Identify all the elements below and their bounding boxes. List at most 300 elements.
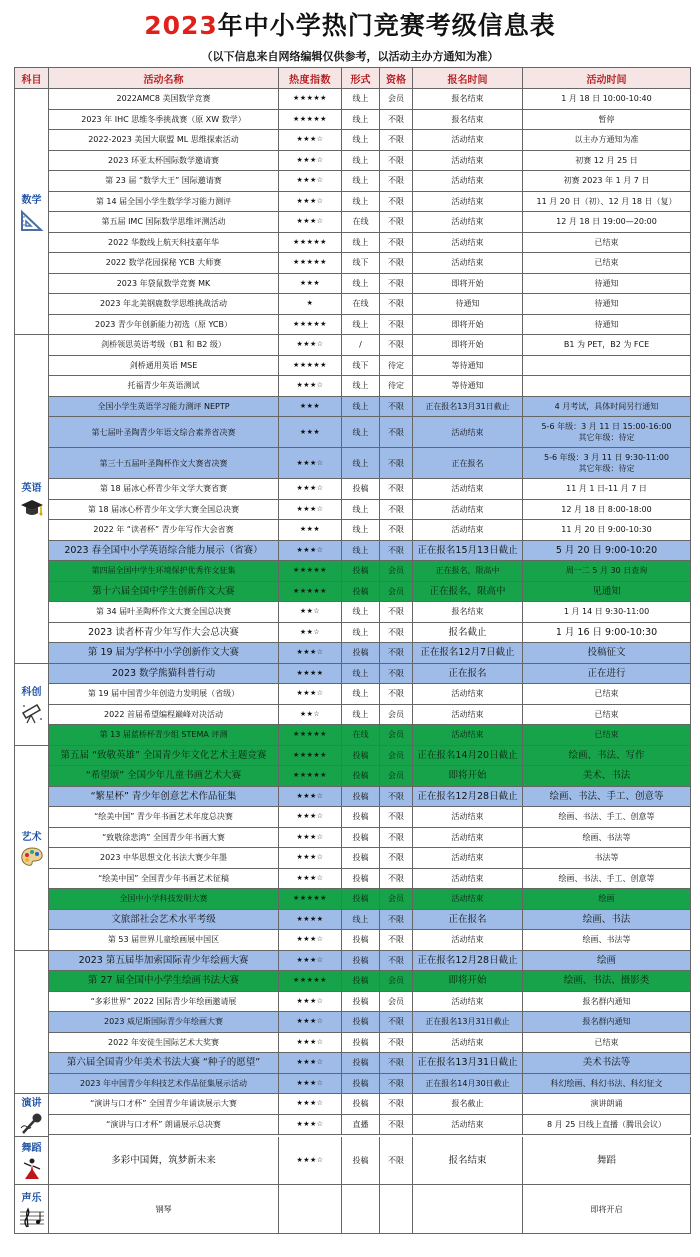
activity-time (523, 448, 691, 479)
table-row (49, 1137, 691, 1185)
qualification: 不限 (380, 1053, 413, 1074)
registration-status: 报名结束 (413, 602, 523, 623)
heat-rating: ★ (279, 294, 342, 315)
heat-rating: ★★★☆ (279, 335, 342, 356)
activity-time (523, 520, 691, 541)
activity-time (523, 725, 691, 746)
registration-status: 正在报名13月31日截止 (413, 397, 523, 418)
registration-status: 活动结束 (413, 417, 523, 448)
activity-time (523, 746, 691, 767)
registration-status: 活动结束 (413, 889, 523, 910)
activity-time-line: 1 月 14 日 9:30-11:00 (563, 607, 650, 617)
activity-form: 线下 (342, 253, 380, 274)
qualification: 会员 (380, 992, 413, 1013)
activity-time (523, 848, 691, 869)
activity-time-line: 绘画、书法、手工、创意等 (558, 873, 655, 883)
activity-form: 投稿 (342, 951, 380, 972)
table-row (49, 520, 691, 541)
activity-name: 2023 环亚太杯国际数学邀请赛 (49, 151, 279, 172)
activity-form: 线上 (342, 602, 380, 623)
category-label: 英语 (21, 482, 42, 494)
activity-form: 投稿 (342, 582, 380, 603)
activity-time (523, 869, 691, 890)
activity-name: 2023 青少年创新能力初选（原 YCB） (49, 315, 279, 336)
registration-status: 正在报名13月31日截止 (413, 1053, 523, 1074)
registration-status: 活动结束 (413, 192, 523, 213)
category-group-science (15, 664, 691, 746)
activity-form: 线上 (342, 274, 380, 295)
heat-rating: ★★★☆ (279, 1033, 342, 1054)
activity-time (523, 479, 691, 500)
registration-status: 报名截止 (413, 1094, 523, 1115)
registration-status: 活动结束 (413, 233, 523, 254)
activity-form: 线上 (342, 376, 380, 397)
activity-time-line: 报名群内通知 (582, 996, 631, 1006)
qualification: 不限 (380, 1033, 413, 1054)
qualification: 会员 (380, 889, 413, 910)
table-row (49, 930, 691, 951)
heat-rating: ★★★★ (279, 664, 342, 685)
activity-time-line: 舞蹈 (596, 1155, 616, 1166)
activity-time (523, 910, 691, 931)
activity-time-line: 绘画、书法等 (582, 832, 631, 842)
activity-form: 投稿 (342, 828, 380, 849)
activity-time-line: 绘画、书法等 (582, 935, 631, 945)
registration-status: 活动结束 (413, 848, 523, 869)
activity-time (523, 89, 691, 110)
qualification: 不限 (380, 1115, 413, 1136)
activity-form: 投稿 (342, 479, 380, 500)
table-row (49, 294, 691, 315)
activity-form: 线上 (342, 541, 380, 562)
qualification: 会员 (380, 561, 413, 582)
activity-form: 投稿 (342, 746, 380, 767)
activity-name: 2023 读者杯青少年写作大会总决赛 (49, 623, 279, 644)
registration-status: 活动结束 (413, 725, 523, 746)
heat-rating: ★★★☆ (279, 1137, 342, 1185)
activity-name: 第 14 届全国小学生数学学习能力测评 (49, 192, 279, 213)
table-row (49, 992, 691, 1013)
activity-time-line: 美术书法等 (582, 1057, 631, 1069)
heat-rating: ★★★☆ (279, 448, 342, 479)
activity-time-line: 5-6 年级：3 月 11 日 9:30-11:00 (544, 453, 669, 462)
category-cell (15, 664, 49, 746)
activity-time-line: 科幻绘画、科幻书法、科幻征文 (550, 1078, 663, 1088)
qualification: 不限 (380, 397, 413, 418)
activity-time (523, 602, 691, 623)
activity-name: “绘美中国” 全国青少年书画艺术征稿 (49, 869, 279, 890)
activity-time-line: 其它年级：待定 (578, 433, 635, 442)
heat-rating: ★★★★★ (279, 233, 342, 254)
activity-form: 投稿 (342, 1012, 380, 1033)
activity-time-line: 已结束 (594, 730, 619, 740)
header-heat: 热度指数 (279, 68, 342, 89)
registration-status (413, 1185, 523, 1234)
heat-rating: ★★★★★ (279, 561, 342, 582)
table-row (49, 274, 691, 295)
activity-form: 投稿 (342, 561, 380, 582)
activity-form: 线上 (342, 89, 380, 110)
heat-rating: ★★★★★ (279, 89, 342, 110)
page-title: 2023年中小学热门竞赛考级信息表 (144, 11, 556, 40)
header-qual: 资格 (380, 68, 413, 89)
activity-name: 2023 威尼斯国际青少年绘画大赛 (49, 1012, 279, 1033)
registration-status: 活动结束 (413, 869, 523, 890)
heat-rating: ★★★☆ (279, 869, 342, 890)
table-row (49, 848, 691, 869)
table-row (49, 889, 691, 910)
activity-form: 线上 (342, 130, 380, 151)
activity-name: 第五届 “致敬英雄” 全国青少年文化艺术主题竞赛 (49, 746, 279, 767)
activity-form: 投稿 (342, 930, 380, 951)
activity-time-line: 待通知 (594, 319, 619, 329)
qualification: 不限 (380, 520, 413, 541)
table-row (49, 397, 691, 418)
table-row (49, 643, 691, 664)
category-group-art (15, 746, 691, 951)
registration-status: 报名结束 (413, 110, 523, 131)
table-row (49, 561, 691, 582)
heat-rating: ★★★☆ (279, 930, 342, 951)
activity-time-line: 绘画、书法、手工、创意等 (549, 790, 664, 802)
activity-form: 投稿 (342, 787, 380, 808)
activity-name: “致敬徐悲鸿” 全国青少年书画大赛 (49, 828, 279, 849)
activity-time-line: 投稿征文 (587, 647, 626, 659)
heat-rating: ★★★☆ (279, 192, 342, 213)
header-category: 科目 (15, 68, 49, 89)
activity-time-line: 初赛 12 月 25 日 (575, 155, 638, 165)
activity-name: 2023 年北美钢鹿数学思维挑战活动 (49, 294, 279, 315)
table-row (49, 212, 691, 233)
activity-time (523, 233, 691, 254)
activity-form: 线上 (342, 448, 380, 479)
registration-status: 活动结束 (413, 705, 523, 726)
activity-time (523, 253, 691, 274)
category-group-art2 (15, 951, 691, 1095)
activity-time (523, 335, 691, 356)
activity-time (523, 992, 691, 1013)
heat-rating: ★★★☆ (279, 479, 342, 500)
activity-time-line: 绘画、书法、手工、创意等 (558, 812, 655, 822)
heat-rating: ★★★☆ (279, 992, 342, 1013)
table-row (49, 951, 691, 972)
activity-form: 投稿 (342, 1137, 380, 1185)
activity-form: 投稿 (342, 1094, 380, 1115)
activity-time (523, 828, 691, 849)
activity-form: 投稿 (342, 889, 380, 910)
registration-status: 即将开始 (413, 315, 523, 336)
heat-rating: ★★★ (279, 274, 342, 295)
registration-status: 活动结束 (413, 253, 523, 274)
heat-rating: ★★★☆ (279, 541, 342, 562)
table-row (49, 705, 691, 726)
table-row (49, 828, 691, 849)
table-row (49, 356, 691, 377)
activity-time (523, 274, 691, 295)
activity-form: 线上 (342, 664, 380, 685)
table-row (49, 89, 691, 110)
heat-rating: ★★★☆ (279, 130, 342, 151)
heat-rating: ★★★☆ (279, 1074, 342, 1095)
activity-name: 第七届叶圣陶青少年语文综合素养省决赛 (49, 417, 279, 448)
heat-rating: ★★★★★ (279, 253, 342, 274)
activity-time-line: 5-6 年级：3 月 11 日 15:00-16:00 (541, 422, 672, 431)
activity-name: 2022 首届希望编程巅峰对决活动 (49, 705, 279, 726)
activity-name: 第 34 届叶圣陶杯作文大赛全国总决赛 (49, 602, 279, 623)
header-time: 活动时间 (523, 68, 691, 89)
table-row (49, 479, 691, 500)
activity-time-line: 1 月 16 日 9:00-10:30 (555, 626, 658, 638)
activity-form: 在线 (342, 294, 380, 315)
page-subtitle: （以下信息来自网络编辑仅供参考，以活动主办方通知为准） (201, 50, 499, 63)
table-row (49, 500, 691, 521)
table-row (49, 910, 691, 931)
table-row (49, 376, 691, 397)
table-row (49, 192, 691, 213)
heat-rating: ★★★☆ (279, 1094, 342, 1115)
table-row (49, 971, 691, 992)
activity-form: 线上 (342, 684, 380, 705)
qualification: 不限 (380, 294, 413, 315)
table-row (49, 171, 691, 192)
heat-rating: ★★★★★ (279, 746, 342, 767)
activity-form: 在线 (342, 212, 380, 233)
heat-rating: ★★★ (279, 397, 342, 418)
activity-name: 2023 第五届毕加索国际青少年绘画大赛 (49, 951, 279, 972)
qualification: 不限 (380, 541, 413, 562)
heat-rating: ★★★☆ (279, 684, 342, 705)
ruler-icon (19, 209, 45, 233)
activity-form: 线上 (342, 397, 380, 418)
activity-time-line: 书法等 (594, 853, 619, 863)
heat-rating: ★★★☆ (279, 807, 342, 828)
activity-name: 2023 中华思想文化书法大赛少年墨 (49, 848, 279, 869)
activity-name: 文旅部社会艺术水平考级 (49, 910, 279, 931)
activity-time-line: 12 月 18 日 19:00—20:00 (556, 217, 657, 227)
qualification: 会员 (380, 705, 413, 726)
registration-status: 正在报名14月30日截止 (413, 1074, 523, 1095)
qualification: 不限 (380, 623, 413, 644)
registration-status: 正在报名12月28日截止 (413, 787, 523, 808)
category-cell (15, 89, 49, 335)
activity-name: 第十六届全国中学生创新作文大赛 (49, 582, 279, 603)
activity-time (523, 397, 691, 418)
activity-time-line: 11 月 20 日 9:00-10:30 (561, 525, 652, 535)
qualification: 不限 (380, 848, 413, 869)
activity-form: 投稿 (342, 869, 380, 890)
activity-time-line: 以主办方通知为准 (574, 135, 639, 145)
activity-time-line: 绘画、书法、摄影类 (563, 975, 650, 987)
activity-time-line: 待通知 (594, 299, 619, 309)
qualification: 不限 (380, 171, 413, 192)
registration-status: 报名结束 (413, 89, 523, 110)
activity-name: 第 13 届蓝桥杯青少组 STEMA 评测 (49, 725, 279, 746)
heat-rating: ★★★☆ (279, 787, 342, 808)
heat-rating: ★★☆ (279, 602, 342, 623)
table-row (49, 130, 691, 151)
heat-rating: ★★★☆ (279, 1053, 342, 1074)
microphone-icon (19, 1112, 45, 1136)
qualification: 不限 (380, 130, 413, 151)
activity-time-line: 4 月考试，具体时间另行通知 (554, 401, 659, 411)
activity-time-line: 5 月 20 日 9:00-10:20 (555, 544, 658, 556)
heat-rating: ★★★ (279, 417, 342, 448)
table-row (49, 110, 691, 131)
qualification: 不限 (380, 1012, 413, 1033)
activity-time (523, 500, 691, 521)
table-row (49, 602, 691, 623)
activity-form (342, 1185, 380, 1234)
activity-name: “希望颂” 全国少年儿童书画艺术大赛 (49, 766, 279, 787)
heat-rating: ★★★☆ (279, 643, 342, 664)
activity-time-line: 待通知 (594, 278, 619, 288)
activity-time (523, 171, 691, 192)
activity-form: 线上 (342, 192, 380, 213)
activity-time (523, 951, 691, 972)
qualification: 待定 (380, 376, 413, 397)
registration-status: 活动结束 (413, 828, 523, 849)
registration-status: 正在报名 (413, 910, 523, 931)
activity-name: 2022 数学花园探秘 YCB 大师赛 (49, 253, 279, 274)
registration-status: 活动结束 (413, 171, 523, 192)
activity-time (523, 971, 691, 992)
activity-name: 剑桥通用英语 MSE (49, 356, 279, 377)
category-cell (15, 746, 49, 951)
qualification: 不限 (380, 910, 413, 931)
qualification: 不限 (380, 110, 413, 131)
table-row (49, 448, 691, 479)
heat-rating: ★★☆ (279, 623, 342, 644)
category-label: 舞蹈 (21, 1142, 42, 1154)
heat-rating: ★★★★★ (279, 356, 342, 377)
activity-form: 线上 (342, 110, 380, 131)
heat-rating: ★★★☆ (279, 828, 342, 849)
activity-form: 线下 (342, 356, 380, 377)
activity-form: 投稿 (342, 992, 380, 1013)
activity-time (523, 561, 691, 582)
activity-form: 在线 (342, 725, 380, 746)
qualification: 不限 (380, 192, 413, 213)
activity-name: 钢琴 (49, 1185, 279, 1234)
activity-time (523, 1115, 691, 1136)
registration-status: 正在报名12月28日截止 (413, 951, 523, 972)
telescope-icon (19, 701, 45, 725)
registration-status: 活动结束 (413, 500, 523, 521)
table-row (49, 233, 691, 254)
activity-time-line: 周一二 5 月 30 日查询 (565, 566, 648, 576)
qualification (380, 1185, 413, 1234)
qualification: 不限 (380, 274, 413, 295)
heat-rating: ★★★★★ (279, 766, 342, 787)
activity-name: 2022 华数线上航天科技嘉年华 (49, 233, 279, 254)
activity-time (523, 623, 691, 644)
heat-rating: ★★★☆ (279, 1012, 342, 1033)
activity-form: 直播 (342, 1115, 380, 1136)
heat-rating: ★★★★★ (279, 725, 342, 746)
activity-time-line: B1 为 PET，B2 为 FCE (563, 340, 650, 350)
table-row (49, 684, 691, 705)
qualification: 不限 (380, 500, 413, 521)
registration-status: 活动结束 (413, 151, 523, 172)
activity-time (523, 541, 691, 562)
registration-status: 报名截止 (413, 623, 523, 644)
registration-status: 活动结束 (413, 212, 523, 233)
activity-name: 第 18 届冰心杯青少年文学大赛省赛 (49, 479, 279, 500)
activity-name: 第 19 届为学杯中小学创新作文大赛 (49, 643, 279, 664)
activity-time (523, 889, 691, 910)
registration-status: 待通知 (413, 294, 523, 315)
activity-form: 线上 (342, 910, 380, 931)
activity-name: “演讲与口才杯” 全国青少年诵读展示大赛 (49, 1094, 279, 1115)
qualification: 不限 (380, 315, 413, 336)
category-label: 科创 (21, 687, 42, 698)
heat-rating: ★★★★★ (279, 110, 342, 131)
header-reg: 报名时间 (413, 68, 523, 89)
category-group-music (15, 1185, 691, 1234)
activity-form: 线上 (342, 417, 380, 448)
table-row (49, 417, 691, 448)
qualification: 不限 (380, 787, 413, 808)
category-label: 声乐 (21, 1193, 42, 1204)
heat-rating: ★★★ (279, 520, 342, 541)
activity-name: 2023 年 IHC 思维冬季挑战赛（原 XW 数学） (49, 110, 279, 131)
activity-name: 托福青少年英语测试 (49, 376, 279, 397)
header-form: 形式 (342, 68, 380, 89)
table-row (49, 253, 691, 274)
qualification: 不限 (380, 1137, 413, 1185)
qualification: 不限 (380, 448, 413, 479)
activity-time (523, 930, 691, 951)
activity-name: 第五届 IMC 国际数学思维评测活动 (49, 212, 279, 233)
activity-time-line: 11 月 1 日-11 月 7 日 (566, 484, 647, 494)
activity-form: 线上 (342, 233, 380, 254)
activity-form: 投稿 (342, 643, 380, 664)
activity-name: 第 53 届世界儿童绘画展中国区 (49, 930, 279, 951)
activity-time (523, 1074, 691, 1095)
palette-icon (19, 846, 45, 868)
table-row (49, 787, 691, 808)
qualification: 不限 (380, 602, 413, 623)
activity-name: “繁星杯” 青少年创意艺术作品征集 (49, 787, 279, 808)
activity-time-line: 即将开启 (590, 1204, 623, 1214)
table-row (49, 151, 691, 172)
activity-name: 第三十五届叶圣陶杯作文大赛省决赛 (49, 448, 279, 479)
activity-form: 投稿 (342, 848, 380, 869)
activity-time (523, 684, 691, 705)
activity-time (523, 192, 691, 213)
registration-status: 正在报名 (413, 448, 523, 479)
activity-name: 2023 年中国青少年科技艺术作品征集展示活动 (49, 1074, 279, 1095)
heat-rating: ★★☆ (279, 705, 342, 726)
category-cell (15, 1137, 49, 1185)
activity-time-line: 8 月 25 日线上直播（腾讯会议） (547, 1119, 666, 1129)
activity-name: 2022-2023 美国大联盟 ML 思维探索活动 (49, 130, 279, 151)
table-row (49, 315, 691, 336)
activity-time (523, 110, 691, 131)
activity-form: 投稿 (342, 971, 380, 992)
qualification: 不限 (380, 643, 413, 664)
registration-status: 等待通知 (413, 376, 523, 397)
activity-time (523, 151, 691, 172)
qualification: 不限 (380, 253, 413, 274)
table-row (49, 1074, 691, 1095)
activity-form: 投稿 (342, 1033, 380, 1054)
activity-name: 2023 数学熊猫科普行动 (49, 664, 279, 685)
activity-time-line: 报名群内通知 (582, 1017, 631, 1027)
qualification: 待定 (380, 356, 413, 377)
qualification: 会员 (380, 766, 413, 787)
registration-status: 活动结束 (413, 479, 523, 500)
